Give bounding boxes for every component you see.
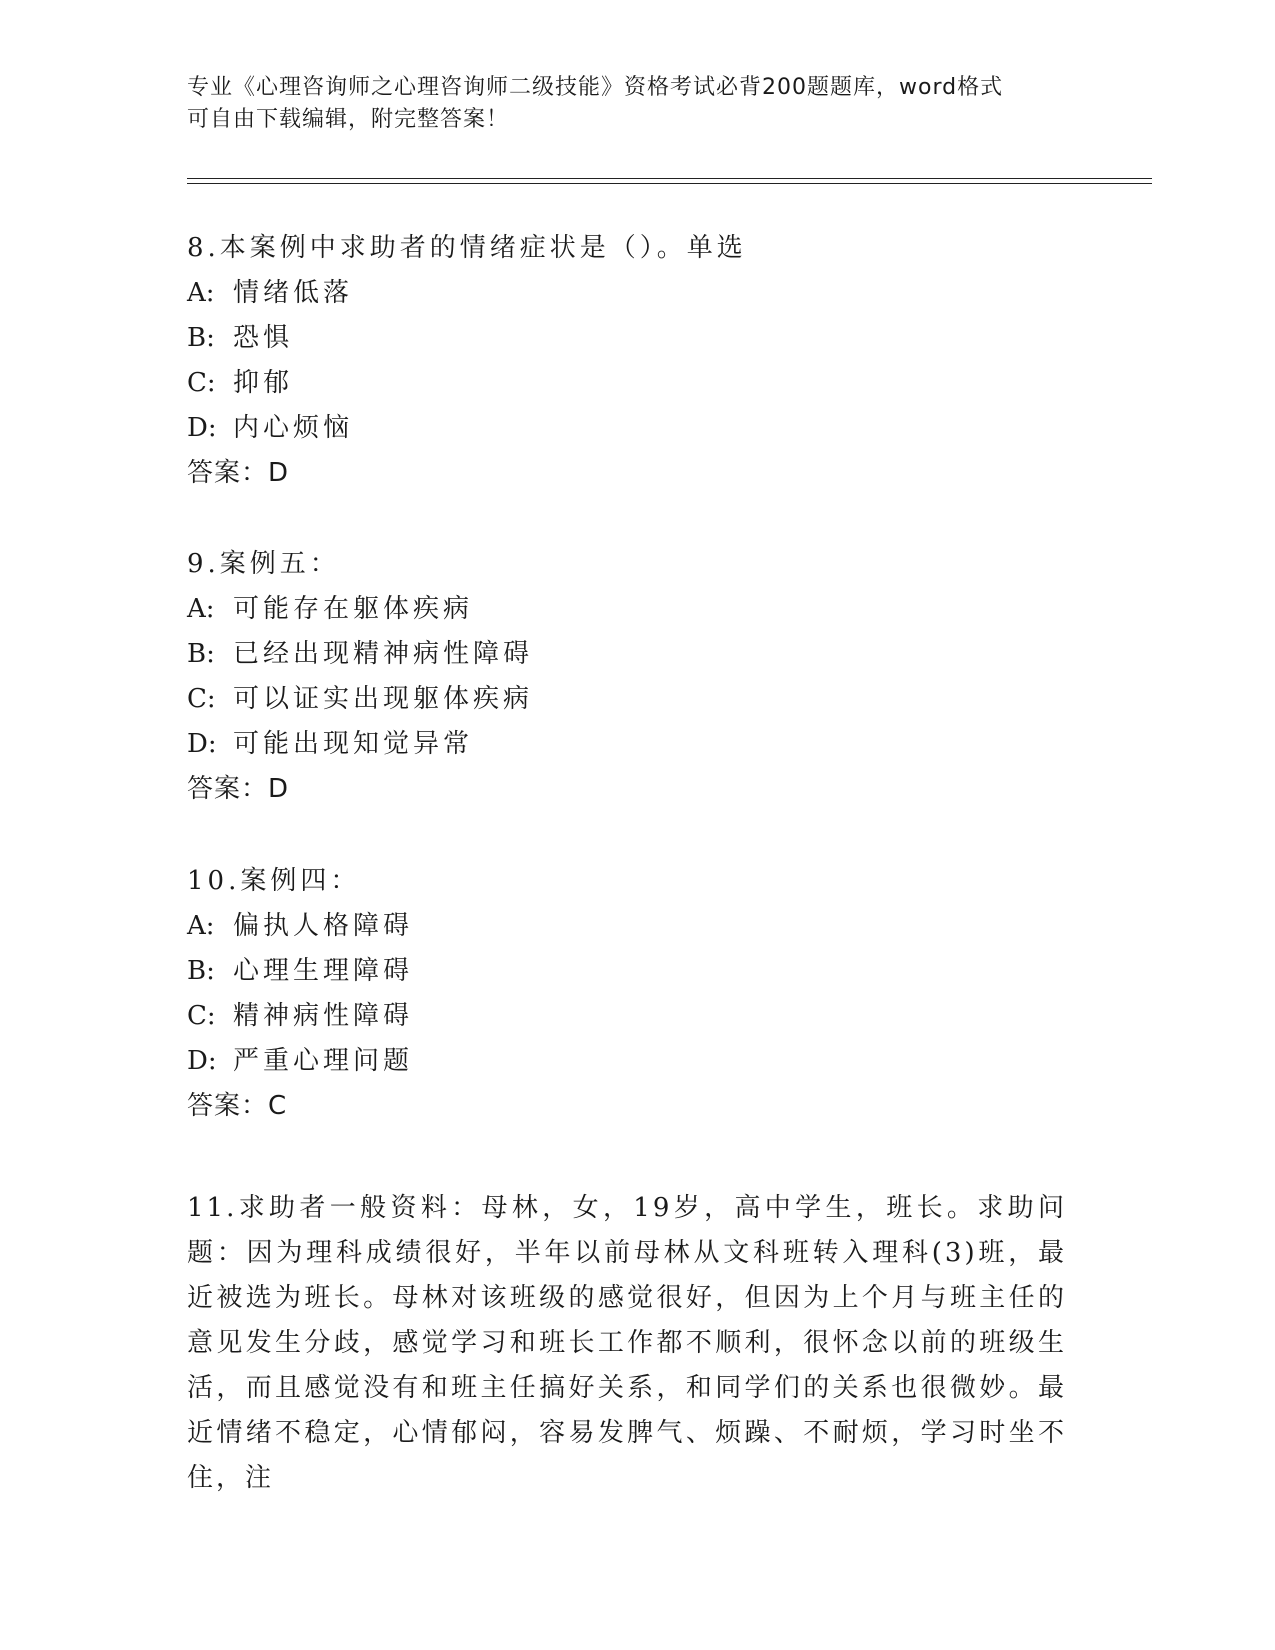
header-line-1: 专业《心理咨询师之心理咨询师二级技能》资格考试必背200题题库，word格式 bbox=[187, 75, 1004, 100]
option-c bbox=[187, 994, 1087, 1039]
option-a bbox=[187, 271, 1087, 316]
option-label: D: bbox=[187, 1046, 217, 1076]
question-9 bbox=[187, 542, 1087, 812]
option-label: D: bbox=[187, 413, 217, 443]
question-8 bbox=[187, 226, 1087, 496]
option-text: 已经出现精神病性障碍 bbox=[233, 639, 534, 669]
option-b bbox=[187, 632, 1087, 677]
option-text: 情绪低落 bbox=[233, 278, 354, 308]
option-label: C: bbox=[187, 684, 216, 714]
option-text: 内心烦恼 bbox=[233, 413, 354, 443]
option-text: 抑郁 bbox=[233, 368, 294, 398]
option-label: A: bbox=[187, 911, 215, 941]
option-text: 严重心理问题 bbox=[233, 1046, 414, 1076]
header-divider-top bbox=[187, 178, 1152, 179]
option-c bbox=[187, 677, 1087, 722]
question-stem: 10.案例四： bbox=[187, 866, 361, 896]
option-a bbox=[187, 587, 1087, 632]
option-text: 可以证实出现躯体疾病 bbox=[233, 684, 534, 714]
option-text: 恐惧 bbox=[233, 323, 294, 353]
option-d bbox=[187, 1039, 1087, 1084]
option-d bbox=[187, 722, 1087, 767]
header-line-2: 可自由下载编辑，附完整答案！ bbox=[187, 107, 510, 132]
option-a bbox=[187, 904, 1087, 949]
option-label: B: bbox=[187, 639, 215, 669]
header-divider-bottom bbox=[187, 183, 1152, 184]
answer-line: 答案：C bbox=[187, 1091, 288, 1121]
option-label: D: bbox=[187, 729, 217, 759]
answer-line: 答案：D bbox=[187, 458, 290, 488]
answer-line: 答案：D bbox=[187, 774, 290, 804]
option-label: A: bbox=[187, 594, 215, 624]
option-label: A: bbox=[187, 278, 215, 308]
question-stem: 8.本案例中求助者的情绪症状是（）。单选 bbox=[187, 233, 747, 263]
option-text: 可能存在躯体疾病 bbox=[233, 594, 474, 624]
question-10 bbox=[187, 859, 1087, 1129]
option-b bbox=[187, 949, 1087, 994]
option-text: 偏执人格障碍 bbox=[233, 911, 414, 941]
option-label: B: bbox=[187, 323, 215, 353]
question-stem: 9.案例五： bbox=[187, 549, 340, 579]
question-11-text: 11.求助者一般资料：母林，女，19岁，高中学生，班长。求助问题：因为理科成绩很好，半年以前母林从文科班转入理科(3)班，最近被选为班长。母林对该班级的感觉很好，但因为上个月与班主任的意见发生分歧，感觉学习和班长工作都不顺利，很怀念以前的班级生活，而且感觉没有和班主任搞好关系，和同学们的关系也很微妙。最近情绪不稳定，心情郁闷，容易发脾气、烦躁、不耐烦，学习时坐不住，注 bbox=[187, 1193, 1067, 1493]
option-c bbox=[187, 361, 1087, 406]
option-text: 心理生理障碍 bbox=[233, 956, 414, 986]
option-label: C: bbox=[187, 368, 216, 398]
option-b bbox=[187, 316, 1087, 361]
option-text: 可能出现知觉异常 bbox=[233, 729, 474, 759]
option-label: B: bbox=[187, 956, 215, 986]
option-label: C: bbox=[187, 1001, 216, 1031]
option-text: 精神病性障碍 bbox=[233, 1001, 414, 1031]
option-d bbox=[187, 406, 1087, 451]
document-header bbox=[187, 72, 1067, 136]
